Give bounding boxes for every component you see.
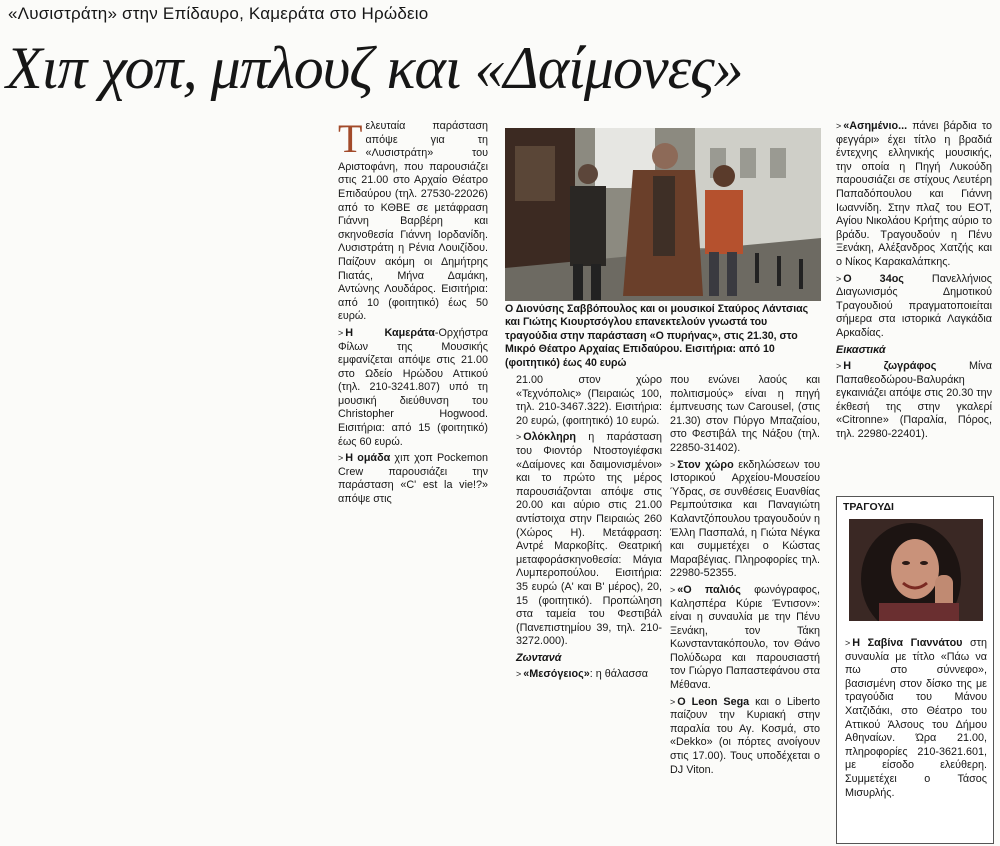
lead-leon-sega: Ο Leon Sega	[677, 695, 750, 708]
lead-holokliri: Ολόκληρη	[523, 431, 577, 444]
bullet-arrow-icon: >	[836, 121, 842, 131]
bullet-arrow-icon: >	[836, 273, 842, 284]
giannatou-paragraph: στη συναυλία με τίτλο «Πάω να πω στο σύννεφο», βασισμένη στον δίσκο της με τραγούδια του Μάνου Χατζιδάκι, στο Θέατρο του Αττικού Άλσους του Δήμου Αθηναίων. Ώρα 21.00, πληροφορίες 210-3621.601, με είσοδο ελεύθερη. Συμμετέχει ο Τάσος Μισυρλής.	[845, 637, 987, 799]
headline: Χιπ χοπ, μπλουζ και «Δαίμονες»	[6, 35, 743, 101]
lead-choros: Στον χώρο	[677, 458, 734, 471]
lead-zografos: Η ζωγράφος	[843, 360, 937, 373]
lead-asmenio: «Ασημένιο...	[843, 120, 908, 132]
article-column-2	[516, 374, 662, 685]
bullet-arrow-icon: >	[516, 432, 522, 443]
festival-paragraph: Πανελλήνιος Διαγωνισμός Δημοτικού Τραγουδιού πραγματοποιείται σήμερα στα ιστορικά Λαγκάδια Αρκαδίας.	[836, 272, 992, 339]
lead-camerata: Η Καμεράτα	[345, 326, 435, 339]
drop-cap: Τ	[338, 116, 363, 161]
continued-paragraph: που ενώνει λαούς και πολιτισμούς» είναι η πηγή έμπνευσης των Carousel, (στις 21.30) στον Πύργο Μπαζαίου, στο Φεστιβάλ της Νάξου (τηλ. 22850-31402).	[670, 374, 820, 454]
bullet-arrow-icon: >	[845, 638, 851, 648]
song-box-text	[845, 637, 987, 800]
group-paragraph: χιπ χοπ Pockemon Crew παρουσιάζει την παράσταση «C' est la vie!?» απόψε στις	[338, 452, 488, 506]
bullet-arrow-icon: >	[670, 696, 676, 707]
bullet-arrow-icon: >	[836, 361, 842, 372]
savvopoulos-photo	[505, 128, 821, 301]
lead-group: Η ομάδα	[345, 452, 391, 465]
asmenio-paragraph: πάνει βάρδια το φεγγάρι» έχει τίτλο η βραδιά έντεχνης ελληνικής μουσικής, την οποία η Πηγή Λυκούδη παρουσιάζει σε στίχους Λευτέρη Παπαδόπουλου και Γιάννη Ιωαννίδη. Στην πλαζ του ΕΟΤ, Αγίου Νικολάου Κρήτης αύριο το βράδυ. Τραγουδούν η Πένυ Ξενάκη, Αλέξανδρος Χατζής και ο Νίκος Καρακαλάπκης.	[836, 120, 992, 268]
hydra-paragraph: εκδηλώσεων του Ιστορικού Αρχείου-Μουσείου Ύδρας, σε συνθέσεις Ευανθίας Ρεμπούτσικα και Παναγιώτη Καλαντζόπουλου τραγουδούν η Έλλη Πασπαλά, η Γιώτα Νέγκα και συμμετέχει ο Κώστας Μαραβέγιας. Πληροφορίες τηλ. 22980-52355.	[670, 458, 821, 580]
bullet-arrow-icon: >	[338, 453, 344, 464]
lead-festival: Ο 34ος	[843, 272, 904, 285]
mesogeios-paragraph: : η θάλασσα	[589, 668, 649, 681]
article-column-1	[338, 116, 488, 510]
intro-paragraph: ελευταία παράσταση απόψε για τη «Λυσιστράτη» του Αριστοφάνη, που παρουσιάζει στις 21.00 στο Αρχαίο Θέατρο Επιδαύρου (τηλ. 27530-22026) από το ΚΘΒΕ σε μετάφραση Γιάννη Βαρβέρη και σκηνοθεσία Γιάννη Ιορδανίδη. Λυσιστράτη η Ρένια Λουιζίδου. Παίζουν ακόμη οι Δημήτρης Πιατάς, Μήνα Δαμάκη, Αντώνης Λουδάρος. Εισιτήρια: από 10 (φοιτητικό) έως 50 ευρώ.	[338, 120, 488, 323]
bullet-arrow-icon: >	[670, 459, 676, 470]
photo-caption: Ο Διονύσης Σαββόπουλος και οι μουσικοί Σταύρος Λάντσιας και Γιώτης Κιουρτσόγλου επανεκτελούν γνωστά του τραγούδια στην παράσταση «Ο πυρήνας», στις 21.30, στο Μικρό Θέατρο Αρχαίας Επιδαύρου. Εισιτήρια: από 10 (φοιτητικό) έως 40 ευρώ	[505, 303, 809, 369]
bullet-arrow-icon: >	[338, 327, 344, 338]
camerata-paragraph: -Ορχήστρα Φίλων της Μουσικής εμφανίζεται απόψε στις 21.00 στο Ωδείο Ηρώδου Αττικού (τηλ. 210-3241.807) υπό τη μουσική διεύθυνση του Christopher Hogwood. Εισιτήρια: από 15 (φοιτητικό) έως 60 ευρώ.	[338, 326, 488, 448]
giannatou-photo	[849, 519, 983, 621]
continued-paragraph: 21.00 στον χώρο «Τεχνόπολις» (Πειραιώς 100, τηλ. 210-3467.322). Εισιτήρια: 20 ευρώ, (φοιτητικό) 10 ευρώ.	[516, 374, 662, 427]
section-heading-eikastika: Εικαστικά	[836, 343, 886, 356]
song-box	[836, 496, 994, 844]
song-box-title: ΤΡΑΓΟΥΔΙ	[843, 501, 894, 513]
bullet-arrow-icon: >	[670, 584, 676, 595]
leon-sega-paragraph: και ο Liberto παίζουν την Κυριακή στην παραλία του Αγ. Κοσμά, στο «Dekko» (οι πόρτες ανοίγουν στις 17.00). Τους υποδέχεται ο DJ Viton.	[670, 695, 820, 776]
daimones-paragraph: η παράσταση του Φιοντόρ Ντοστογιέφσκι «Δαίμονες και δαιμονισμένοι» και το πρώτο της μέρος παρουσιάζονται απόψε στις 20.00 και αύριο στις 21.00 αντίστοιχα στην Πειραιώς 260 (Χώρος Η). Μετάφραση: Αντρέ Μαρκοβίτς. Θεατρική μεταφοράσκηνοθεσία: Μάγια Λυμπεροπούλου. Εισιτήρια: 35 ευρώ (Α' και Β' μέρος), 20, 15 (φοιτητικό). Προπώληση στα ταμεία του Φεστιβάλ (Πανεπιστημίου 39, τηλ. 210-3272.000).	[516, 431, 662, 648]
article-column-4	[836, 120, 992, 445]
zografos-paragraph: Μίνα Παπαθεοδώρου-Βαλυράκη εγκαινιάζει απόψε στις 20.30 την έκθεσή της στην γκαλερί «Citronne» (Παραλία, Πόρος, τηλ. 22980-22401).	[836, 360, 992, 441]
kicker: «Λυσιστράτη» στην Επίδαυρο, Καμεράτα στο Ηρώδειο	[8, 4, 429, 23]
section-heading-live: Ζωντανά	[516, 651, 562, 664]
bullet-arrow-icon: >	[516, 669, 522, 680]
fonografos-paragraph: φωνόγραφος, Καλησπέρα Κύριε Έντισον»: είναι η συναυλία με την Πένυ Ξενάκη, τον Τάκη Κωνσταντακόπουλο, τον Θάνο Πολύδωρα και παρουσιαστή τον Γιώργο Παπαστεφάνου στα Μέθανα.	[670, 583, 820, 692]
lead-palios: «Ο παλιός	[677, 583, 741, 596]
lead-giannatou: Η Σαβίνα Γιαννάτου	[852, 637, 963, 649]
article-column-3	[670, 374, 820, 780]
lead-mesogeios: «Μεσόγειος»	[523, 668, 590, 681]
